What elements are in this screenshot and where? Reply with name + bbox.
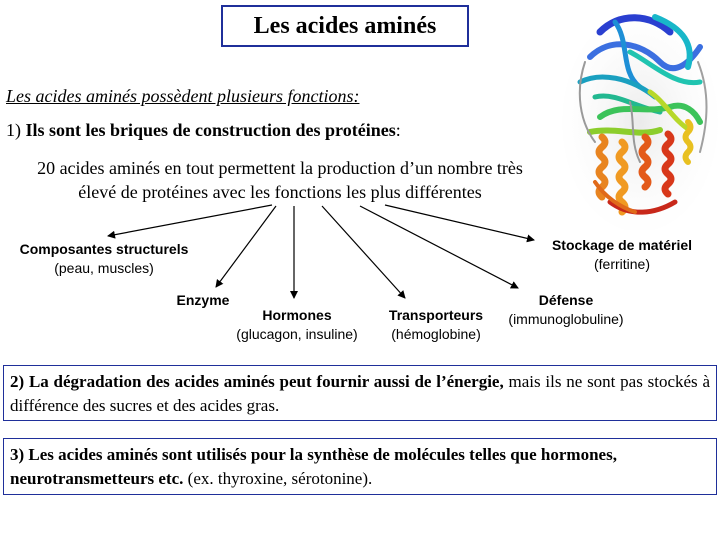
subtitle: Les acides aminés possèdent plusieurs fonctions:	[6, 86, 360, 106]
point-2-box	[3, 365, 717, 421]
function-name: Composantes structurels	[19, 241, 189, 257]
function-structurels	[4, 240, 204, 278]
point-3-bold: 3) Les acides aminés sont utilisés pour la synthèse de molécules telles que hormones, neurotransmetteurs etc.	[10, 445, 617, 488]
arrow-structurels	[108, 205, 272, 236]
function-detail: (immunoglobuline)	[508, 311, 624, 327]
point-1	[6, 120, 401, 141]
function-name: Stockage de matériel	[551, 237, 693, 253]
intro-text	[0, 156, 560, 204]
point-1-number: 1)	[6, 120, 21, 140]
function-name: Défense	[538, 292, 594, 308]
arrow-stockage	[385, 205, 534, 240]
function-detail: (hémoglobine)	[391, 326, 481, 342]
point-1-colon: :	[395, 120, 401, 140]
page-title: Les acides aminés	[253, 12, 437, 39]
function-name: Transporteurs	[388, 307, 484, 323]
arrow-transporteurs	[322, 206, 405, 298]
intro-line-1: 20 acides aminés en tout permettent la production d’un nombre très	[37, 158, 523, 178]
arrow-defense	[360, 206, 518, 288]
protein-structure-image	[560, 2, 720, 230]
point-2-rest: mais ils ne sont pas stockés à différence des sucres et des acides gras.	[10, 372, 710, 415]
function-stockage	[534, 236, 710, 274]
function-transporteurs	[376, 306, 496, 344]
function-name: Hormones	[262, 307, 332, 323]
arrow-enzyme	[216, 206, 276, 287]
intro-line-2: élevé de protéines avec les fonctions les plus différentes	[78, 182, 482, 202]
function-defense	[496, 291, 636, 329]
point-3-box	[3, 438, 717, 495]
function-detail: (ferritine)	[593, 256, 650, 272]
function-hormones	[222, 306, 372, 344]
title-box	[221, 5, 469, 47]
function-detail: (glucagon, insuline)	[236, 326, 358, 342]
function-name: Enzyme	[176, 292, 230, 308]
point-2-bold: 2) La dégradation des acides aminés peut fournir aussi de l’énergie,	[10, 372, 504, 391]
point-1-heading: Ils sont les briques de construction des protéines	[25, 120, 396, 140]
function-detail: (peau, muscles)	[54, 260, 154, 276]
point-3-rest: (ex. thyroxine, sérotonine).	[183, 469, 373, 488]
